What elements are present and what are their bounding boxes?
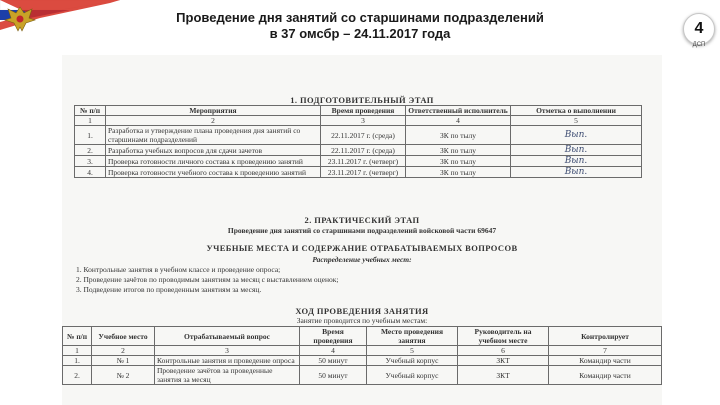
row-event: Разработка учебных вопросов для сдачи зачетов xyxy=(106,145,321,156)
stage2-subtitle: Проведение дня занятий со старшинами подразделений войсковой части 69647 xyxy=(227,226,497,235)
row-control: Командир части xyxy=(549,366,662,385)
row-num: 3. xyxy=(75,156,106,167)
col-header: Мероприятия xyxy=(106,106,321,116)
table-row xyxy=(75,156,642,167)
list-item: 2. Проведение зачётов по проводимым занятиям за месяц с выставлением оценок; xyxy=(76,275,339,284)
row-time: 50 минут xyxy=(300,366,367,385)
table-row xyxy=(75,167,642,178)
table-header-row xyxy=(75,106,642,116)
eagle-emblem-icon xyxy=(2,3,38,33)
index-row xyxy=(75,116,642,126)
row-control: Командир части xyxy=(549,356,662,366)
table-row xyxy=(63,356,662,366)
index-cell: 5 xyxy=(367,346,458,356)
row-question: Контрольные занятия и проведение опроса xyxy=(155,356,300,366)
index-cell: 1 xyxy=(63,346,92,356)
slide-header xyxy=(0,0,720,52)
distribution-list xyxy=(76,265,636,295)
row-time: 22.11.2017 г. (среда) xyxy=(321,145,406,156)
row-num: 2. xyxy=(75,145,106,156)
progress-subtitle: Занятие проводится по учебным местам: xyxy=(296,316,428,325)
row-leader: ЗКТ xyxy=(458,366,549,385)
list-item: 1. Контрольные занятия в учебном классе и проведение опроса; xyxy=(76,265,281,274)
index-cell: 2 xyxy=(92,346,155,356)
signature-mark: Вып. xyxy=(511,167,642,178)
row-event: Разработка и утверждение плана проведения дня занятий со старшинами подразделений xyxy=(106,126,321,145)
col-header: Время проведения xyxy=(300,327,367,346)
col-header: Место проведения занятия xyxy=(367,327,458,346)
row-num: 4. xyxy=(75,167,106,178)
row-num: 1. xyxy=(75,126,106,145)
table-header-row xyxy=(63,327,662,346)
places-title: УЧЕБНЫЕ МЕСТА И СОДЕРЖАНИЕ ОТРАБАТЫВАЕМЫХ ВОПРОСОВ xyxy=(206,243,518,253)
table-row xyxy=(63,366,662,385)
title-line-2: в 37 омсбр – 24.11.2017 года xyxy=(269,26,451,41)
row-location: Учебный корпус xyxy=(367,356,458,366)
row-event: Проверка готовности учебного состава к проведению занятий xyxy=(106,167,321,178)
stage2-title: 2. ПРАКТИЧЕСКИЙ ЭТАП xyxy=(304,215,420,225)
col-header: № п/п xyxy=(63,327,92,346)
col-header: Контролирует xyxy=(549,327,662,346)
col-header: Время проведения xyxy=(321,106,406,116)
progress-table xyxy=(62,326,662,385)
scanned-document xyxy=(62,55,662,405)
row-time: 23.11.2017 г. (четверг) xyxy=(321,167,406,178)
table-row xyxy=(75,145,642,156)
row-location: Учебный корпус xyxy=(367,366,458,385)
table-row xyxy=(75,126,642,145)
row-responsible: ЗК по тылу xyxy=(406,126,511,145)
index-cell: 7 xyxy=(549,346,662,356)
signature-mark: Вып. xyxy=(511,126,642,145)
index-row xyxy=(63,346,662,356)
row-num: 1. xyxy=(63,356,92,366)
row-responsible: ЗК по тылу xyxy=(406,145,511,156)
slide-number-badge: 4 xyxy=(683,13,715,45)
preparation-table xyxy=(74,105,642,178)
signature-mark: Вып. xyxy=(511,145,642,156)
signature-mark: Вып. xyxy=(511,156,642,167)
col-header: Руководитель на учебном месте xyxy=(458,327,549,346)
row-question: Проведение зачётов за проведенные занятия за месяц xyxy=(155,366,300,385)
title-line-1: Проведение дня занятий со старшинами подразделений xyxy=(176,10,544,25)
stage1-title: 1. ПОДГОТОВИТЕЛЬНЫЙ ЭТАП xyxy=(290,95,434,105)
col-header: Отрабатываемый вопрос xyxy=(155,327,300,346)
col-header: Отметка о выполнении xyxy=(511,106,642,116)
row-time: 22.11.2017 г. (среда) xyxy=(321,126,406,145)
row-event: Проверка готовности личного состава к проведению занятий xyxy=(106,156,321,167)
distribution-title: Распределение учебных мест: xyxy=(312,255,412,264)
index-cell: 5 xyxy=(511,116,642,126)
index-cell: 3 xyxy=(155,346,300,356)
index-cell: 2 xyxy=(106,116,321,126)
index-cell: 4 xyxy=(300,346,367,356)
col-header: № п/п xyxy=(75,106,106,116)
row-place: № 2 xyxy=(92,366,155,385)
row-responsible: ЗК по тылу xyxy=(406,156,511,167)
row-responsible: ЗК по тылу xyxy=(406,167,511,178)
row-time: 50 минут xyxy=(300,356,367,366)
index-cell: 1 xyxy=(75,116,106,126)
row-time: 23.11.2017 г. (четверг) xyxy=(321,156,406,167)
list-item: 3. Подведение итогов по проведенным занятиям за месяц. xyxy=(76,285,262,294)
progress-title: ХОД ПРОВЕДЕНИЯ ЗАНЯТИЯ xyxy=(295,306,429,316)
col-header: Ответственный исполнитель xyxy=(406,106,511,116)
col-header: Учебное место xyxy=(92,327,155,346)
page-title xyxy=(140,10,580,42)
index-cell: 4 xyxy=(406,116,511,126)
index-cell: 6 xyxy=(458,346,549,356)
badge-caption: ДСП xyxy=(692,42,706,48)
row-num: 2. xyxy=(63,366,92,385)
row-place: № 1 xyxy=(92,356,155,366)
index-cell: 3 xyxy=(321,116,406,126)
row-leader: ЗКТ xyxy=(458,356,549,366)
